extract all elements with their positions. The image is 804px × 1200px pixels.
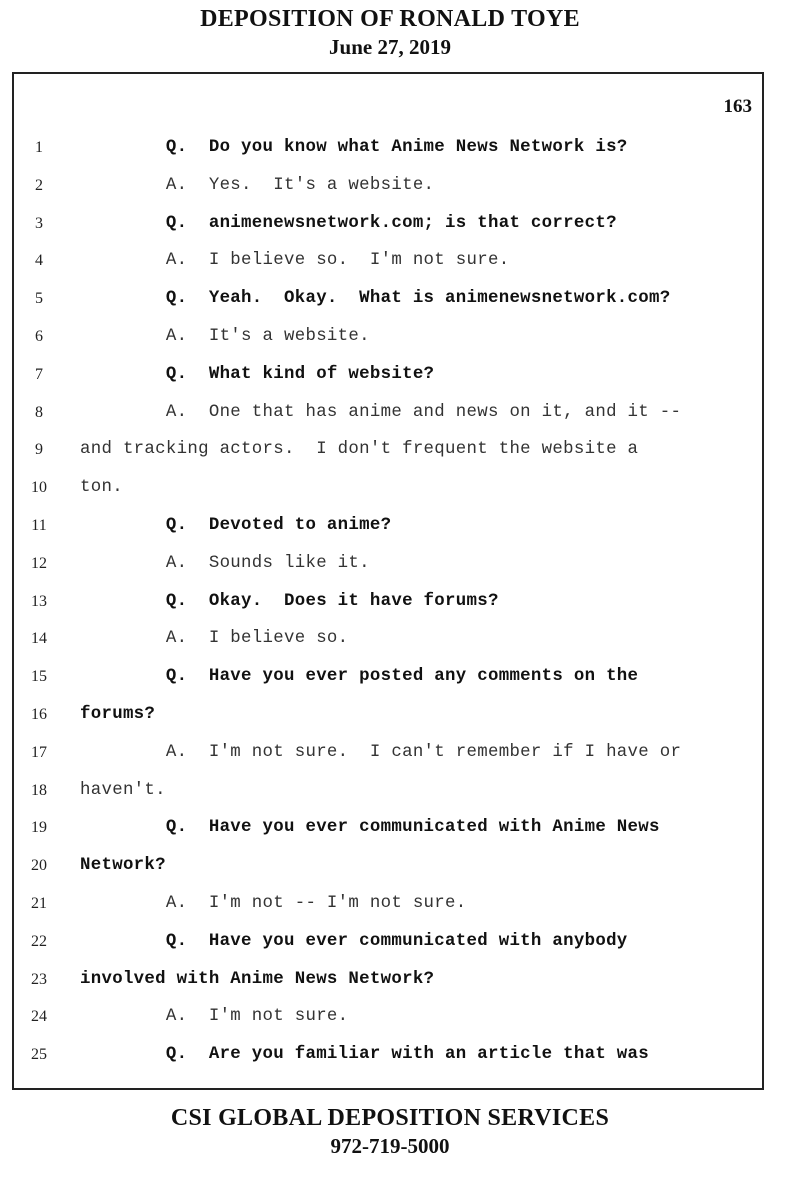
footer-company: CSI GLOBAL DEPOSITION SERVICES <box>170 1105 610 1131</box>
question-text: involved with Anime News Network? <box>80 969 435 989</box>
line-number: 1 <box>35 139 43 156</box>
transcript-line <box>0 923 780 961</box>
transcript-line <box>0 469 780 507</box>
transcript-line <box>0 356 780 394</box>
line-number: 12 <box>31 554 47 572</box>
line-number: 19 <box>31 819 47 837</box>
transcript-line <box>0 998 780 1036</box>
transcript-line <box>0 961 780 999</box>
line-number: 20 <box>31 857 47 875</box>
question-text: Q. Have you ever communicated with Anime News <box>80 818 660 838</box>
line-number: 5 <box>35 290 43 308</box>
line-number: 22 <box>31 932 47 950</box>
answer-text: A. I believe so. I'm not sure. <box>80 251 510 271</box>
line-number: 15 <box>31 668 47 686</box>
document-header <box>0 4 780 60</box>
page-number: 163 <box>723 96 752 117</box>
document-footer <box>0 1104 780 1160</box>
question-text: Network? <box>80 856 166 876</box>
transcript-line <box>0 885 780 923</box>
question-text: Q. Are you familiar with an article that was <box>80 1045 650 1065</box>
answer-text: A. Sounds like it. <box>80 553 370 573</box>
answer-text: A. One that has anime and news on it, and it -- <box>80 402 682 422</box>
answer-text: A. It's a website. <box>80 326 370 346</box>
transcript-line <box>0 809 780 847</box>
transcript-line <box>0 129 780 167</box>
question-text: Q. What kind of website? <box>80 364 435 384</box>
answer-text: A. I'm not sure. I can't remember if I have or <box>80 742 682 762</box>
transcript-lines <box>0 129 780 1074</box>
line-number: 2 <box>35 176 43 194</box>
line-number: 14 <box>31 630 47 648</box>
transcript-line <box>0 658 780 696</box>
line-number: 6 <box>35 327 43 345</box>
answer-text: A. I'm not -- I'm not sure. <box>80 893 467 913</box>
transcript-line <box>0 847 780 885</box>
question-text: Q. Have you ever posted any comments on the <box>80 667 639 687</box>
answer-text: A. Yes. It's a website. <box>80 175 435 195</box>
line-number: 16 <box>31 705 47 723</box>
answer-text: and tracking actors. I don't frequent the website a <box>80 440 639 460</box>
question-text: Q. Okay. Does it have forums? <box>80 591 499 611</box>
transcript-line <box>0 318 780 356</box>
transcript-line <box>0 394 780 432</box>
line-number: 8 <box>35 403 43 421</box>
transcript-line <box>0 545 780 583</box>
deposition-title: DEPOSITION OF RONALD TOYE <box>200 6 580 32</box>
question-text: forums? <box>80 704 156 724</box>
answer-text: A. I believe so. <box>80 629 349 649</box>
deposition-date: June 27, 2019 <box>329 35 451 59</box>
question-text: Q. Devoted to anime? <box>80 515 392 535</box>
line-number: 23 <box>31 970 47 988</box>
answer-text: A. I'm not sure. <box>80 1007 349 1027</box>
transcript-line <box>0 696 780 734</box>
transcript-line <box>0 583 780 621</box>
line-number: 18 <box>31 781 47 799</box>
transcript-line <box>0 1036 780 1074</box>
line-number: 3 <box>35 214 43 232</box>
transcript-line <box>0 167 780 205</box>
line-number: 9 <box>35 441 43 459</box>
line-number: 7 <box>35 365 43 383</box>
transcript-line <box>0 205 780 243</box>
answer-text: ton. <box>80 478 123 498</box>
question-text: Q. animenewsnetwork.com; is that correct? <box>80 213 617 233</box>
line-number: 25 <box>31 1046 47 1064</box>
line-number: 13 <box>31 592 47 610</box>
transcript-line <box>0 772 780 810</box>
transcript-line <box>0 620 780 658</box>
line-number: 10 <box>31 479 47 497</box>
question-text: Q. Yeah. Okay. What is animenewsnetwork.com? <box>80 289 671 309</box>
transcript-line <box>0 280 780 318</box>
footer-phone: 972-719-5000 <box>330 1134 450 1158</box>
transcript-line <box>0 242 780 280</box>
question-text: Q. Have you ever communicated with anybody <box>80 931 628 951</box>
line-number: 21 <box>31 894 47 912</box>
line-number: 24 <box>31 1008 47 1026</box>
question-text: Q. Do you know what Anime News Network is? <box>80 138 628 157</box>
transcript-line <box>0 507 780 545</box>
line-number: 11 <box>31 516 47 534</box>
transcript-line <box>0 734 780 772</box>
line-number: 17 <box>31 743 47 761</box>
transcript-line <box>0 431 780 469</box>
line-number: 4 <box>35 252 43 270</box>
answer-text: haven't. <box>80 780 166 800</box>
